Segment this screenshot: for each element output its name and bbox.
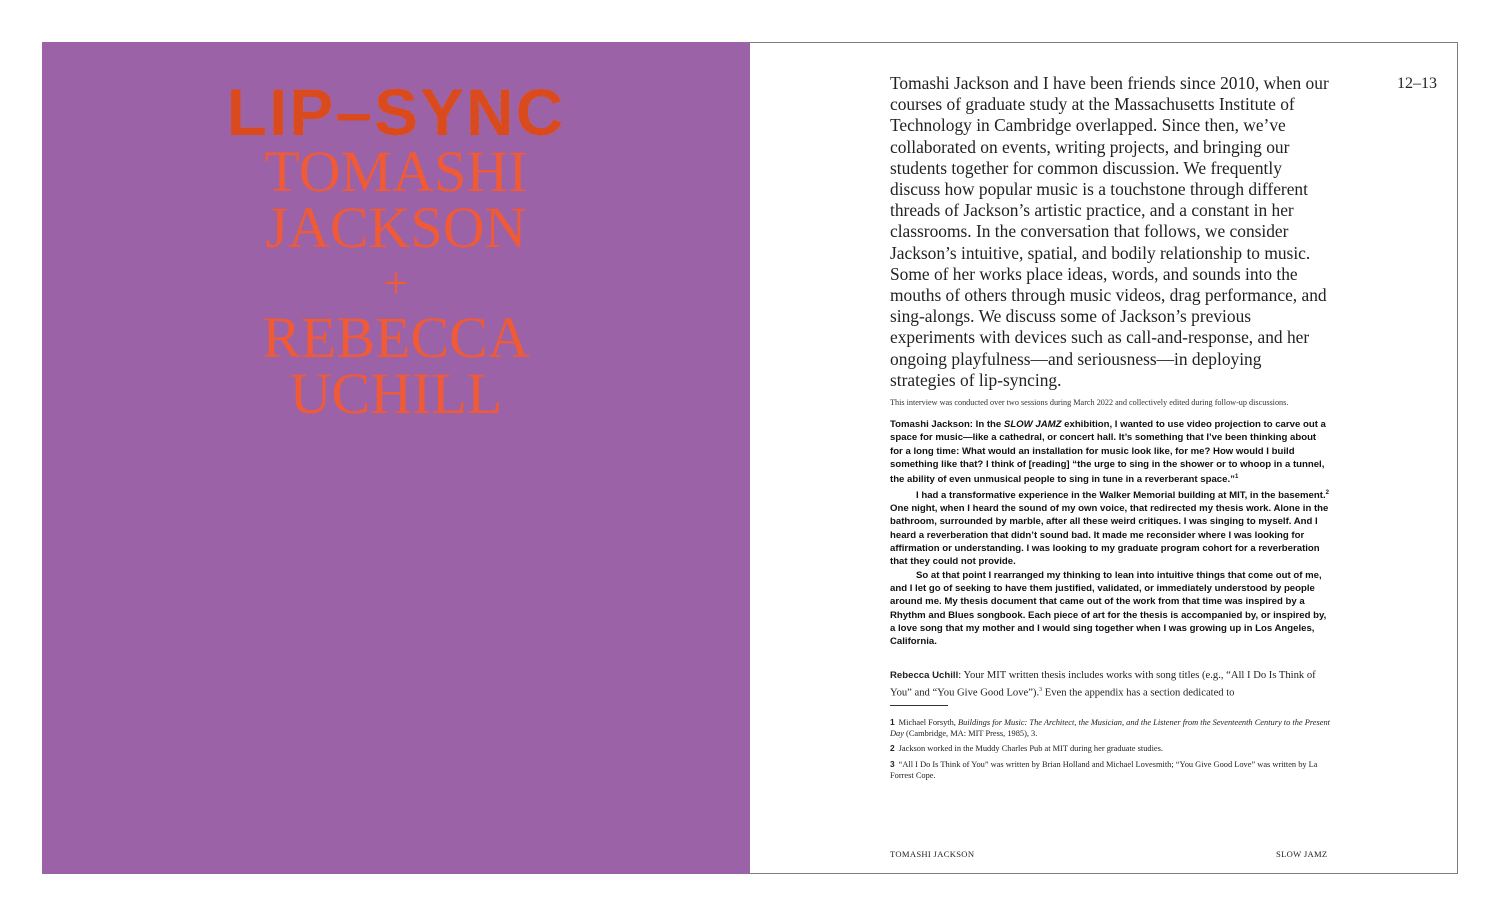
text-span: In the [973, 419, 1004, 430]
footnote-number: 1 [890, 717, 895, 727]
text-span: One night, when I heard the sound of my own voice, that redirected my thesis work. Alone in the bathroom, surrounded by marble, after all these weird critiques. I was singing to myself. And I heard a reverberation that didn’t sound bad. It made me reconsider where I was looking for affirmation or understanding. I was looking to my graduate program cohort for a reverberation that they could not provide. [890, 503, 1329, 568]
footnote-text: (Cambridge, MA: MIT Press, 1985), 3. [903, 729, 1038, 739]
cover-title-block [42, 75, 750, 426]
text-span: : Your MIT written thesis includes works with song titles (e.g., “All I Do Is Think of You” and “You Give Good Love”). [890, 670, 1316, 699]
intro-paragraph: Tomashi Jackson and I have been friends since 2010, when our courses of graduate study at the Massachusetts Institute of Technology in Cambridge overlapped. Since then, we’ve collaborated on events, writing projects, and bringing our students together for common discussion. We frequently discuss how popular music is a touchstone through different threads of Jackson’s artistic practice, and a constant in her classrooms. In the conversation that follows, we consider Jackson’s intuitive, spatial, and bodily relationship to music. Some of her works place ideas, words, and sounds into the mouths of others through music videos, drag performance, and sing-alongs. We discuss some of Jackson’s previous experiments with devices such as call-and-response, and her ongoing playfulness—and seriousness—in deploying strategies of lip-syncing. [890, 73, 1329, 390]
exhibition-title: SLOW JAMZ [1003, 419, 1062, 430]
left-page-cover [42, 42, 750, 874]
speaker-label: Tomashi Jackson: [890, 419, 973, 430]
footnote-2 [890, 743, 1330, 754]
name-line-jackson: JACKSON [265, 195, 527, 260]
interview-paragraph-2 [890, 487, 1330, 569]
footnote-ref: 2 [1325, 489, 1329, 496]
running-footer-left: TOMASHI JACKSON [890, 849, 975, 859]
footnote-text: Jackson worked in the Muddy Charles Pub at MIT during her graduate studies. [898, 744, 1163, 754]
running-footer-right: SLOW JAMZ [1276, 849, 1328, 859]
right-page-text [750, 42, 1458, 874]
interview-paragraph-1 [890, 418, 1330, 487]
interview-paragraph-4 [890, 669, 1330, 701]
footnotes [890, 717, 1330, 785]
footnote-text: “All I Do Is Think of You” was written by Brian Holland and Michael Lovesmith; “You Give Good Love” was written by La Forrest Cope. [890, 759, 1318, 780]
name-line-uchill: UCHILL [289, 361, 503, 426]
footnote-number: 3 [890, 758, 895, 769]
plus-sign: + [383, 257, 409, 308]
name-line-tomashi: TOMASHI [264, 139, 528, 204]
lip-sync-title: LIP–SYNC [226, 75, 566, 149]
interview-text [890, 418, 1330, 648]
footnote-ref: 3 [1039, 687, 1043, 693]
footnote-1 [890, 717, 1330, 739]
interview-note: This interview was conducted over two sessions during March 2022 and collectively edited during follow-up discussions. [890, 398, 1289, 407]
book-title: Buildings for Music: The Architect, the Musician, and the Listener from the Seventeenth Century to the Present Day [890, 718, 1330, 739]
speaker-label: Rebecca Uchill [890, 670, 959, 681]
text-span: I had a transformative experience in the Walker Memorial building at MIT, in the basement. [916, 489, 1326, 501]
footnote-3 [890, 759, 1330, 781]
footnote-divider [890, 705, 948, 706]
text-span: exhibition, I wanted to use video projection to carve out a space for music—like a cathedral, or concert hall. It’s something that I’ve been thinking about for a long time: What would an installation for music look like, for me? How would I build something like that? I think of [reading] “the urge to sing in the shower or to whoop in a tunnel, the ability of even unmusical people to sing in tune in a reverberant space.” [890, 419, 1326, 486]
name-line-rebecca: REBECCA [262, 305, 530, 370]
interview-paragraph-3: So at that point I rearranged my thinking to lean into intuitive things that come out of me, and I let go of seeking to have them justified, validated, or immediately understood by people around me. My thesis document that came out of the work from that time was inspired by a Rhythm and Blues songbook. Each piece of art for the thesis is accompanied by, or inspired by, a love song that my mother and I would sing together when I was growing up in Los Angeles, California. [890, 569, 1327, 648]
page-number: 12–13 [1397, 75, 1437, 92]
footnote-ref: 1 [1234, 474, 1239, 481]
footnote-text: Michael Forsyth, [898, 718, 958, 727]
footnote-number: 2 [890, 743, 895, 754]
text-span: Even the appendix has a section dedicated to [1042, 687, 1235, 699]
book-spread [42, 42, 1458, 874]
